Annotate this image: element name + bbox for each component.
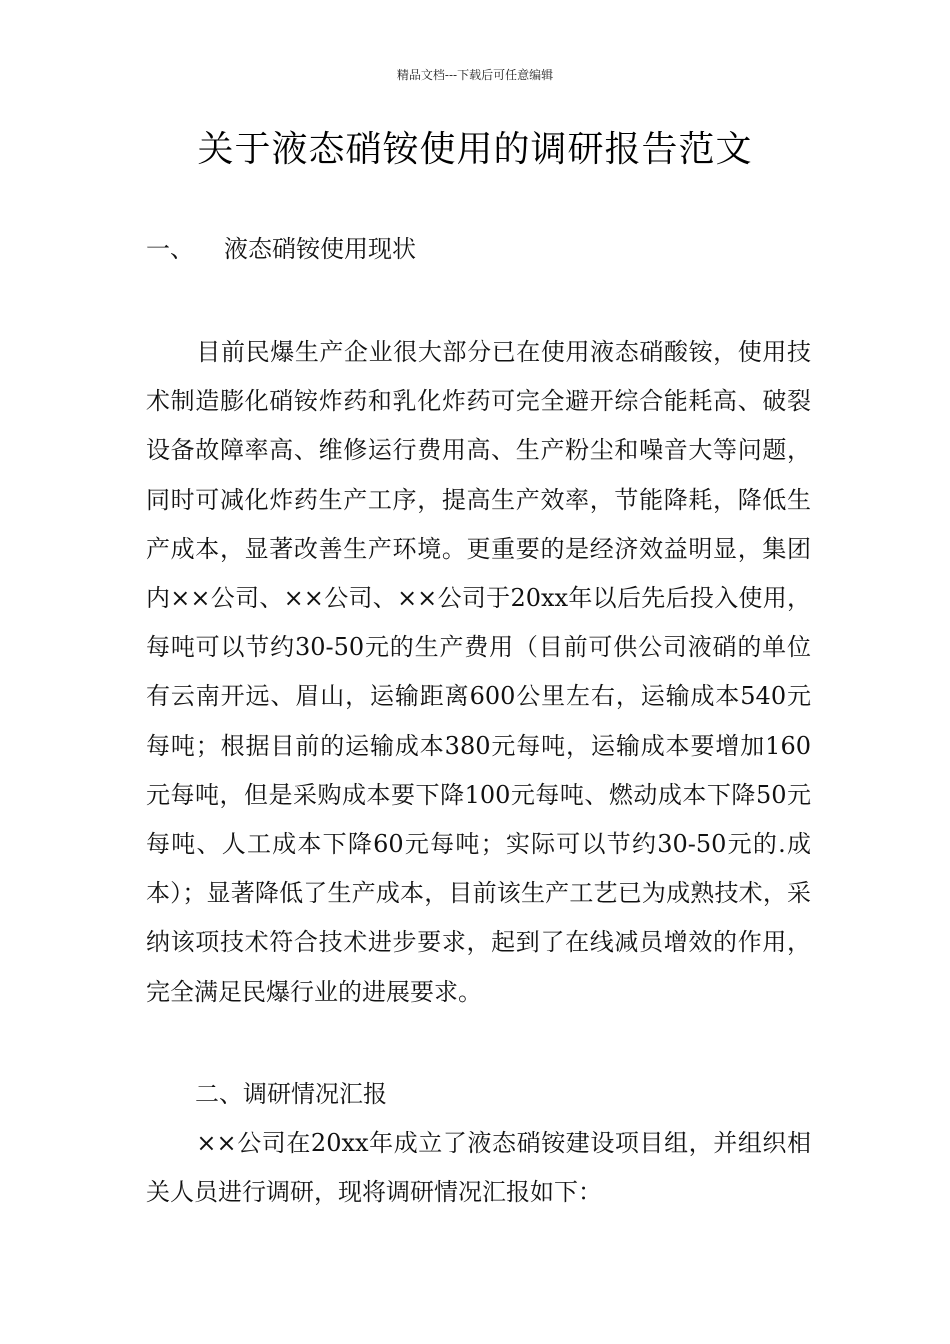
paragraph-status: 目前民爆生产企业很大部分已在使用液态硝酸铵，使用技术制造膨化硝铵炸药和乳化炸药可完全避开综合能耗高、破裂设备故障率高、维修运行费用高、生产粉尘和噪音大等问题，同时可减化炸药生产工序，提高生产效率，节能降耗，降低生产成本，显著改善生产环境。更重要的是经济效益明显，集团内××公司、××公司、××公司于20xx年以后先后投入使用，每吨可以节约30-50元的生产费用（目前可供公司液硝的单位有云南开远、眉山，运输距离600公里左右，运输成本540元每吨；根据目前的运输成本380元每吨，运输成本要增加160元每吨，但是采购成本要下降100元每吨、燃动成本下降50元每吨、人工成本下降60元每吨；实际可以节约30-50元的.成本）；显著降低了生产成本，目前该生产工艺已为成熟技术，采纳该项技术符合技术进步要求，起到了在线减员增效的作用，完全满足民爆行业的进展要求。 xyxy=(146,338,811,1006)
section-title: 液态硝铵使用现状 xyxy=(224,235,416,263)
section-heading-2: 二、调研情况汇报 xyxy=(195,1080,387,1108)
section-heading-1 xyxy=(146,234,416,264)
section-number: 一、 xyxy=(146,235,194,263)
paragraph-survey: ××公司在20xx年成立了液态硝铵建设项目组，并组织相关人员进行调研，现将调研情况汇报如下： xyxy=(146,1129,811,1207)
document-title: 关于液态硝铵使用的调研报告范文 xyxy=(197,129,753,170)
page-header-note: 精品文档---下载后可任意编辑 xyxy=(396,68,554,82)
